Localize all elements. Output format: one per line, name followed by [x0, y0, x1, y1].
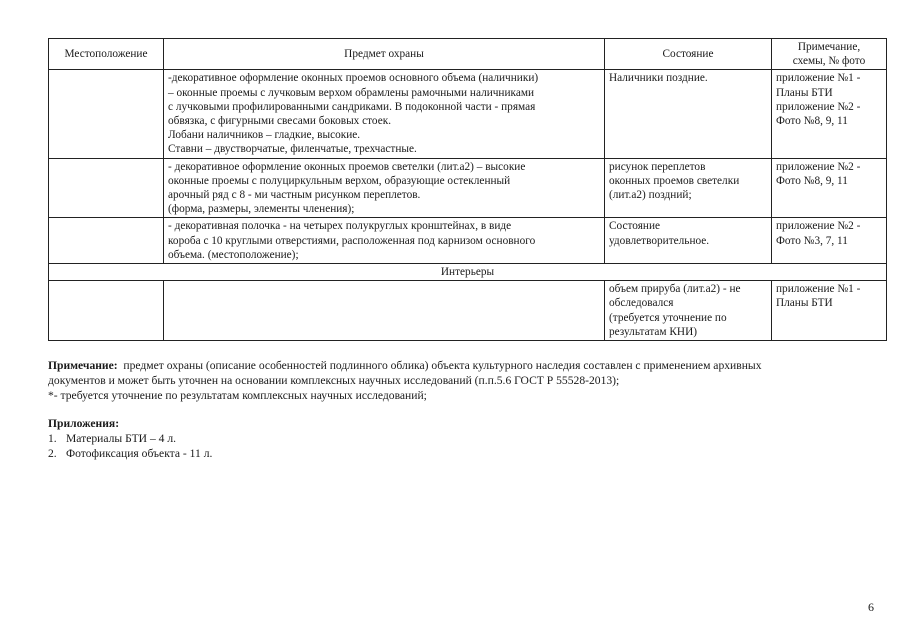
- note-line: приложение №1 -: [776, 283, 861, 296]
- cell-note: [772, 70, 887, 158]
- protection-subject-table: [48, 38, 887, 341]
- cell-state: [605, 70, 772, 158]
- section-title: Интерьеры: [49, 264, 887, 281]
- subject-line: арочный ряд с 8 - ми частным рисунком переплетов.: [168, 189, 421, 202]
- footnote-line: [48, 358, 888, 373]
- state-line: Состояние: [609, 220, 661, 233]
- state-line: обследовался: [609, 297, 674, 310]
- cell-location: [49, 70, 164, 158]
- footnote-line: документов и может быть уточнен на основании комплексных научных исследований (п.п.5.6 ГОСТ Р 55528-2013);: [48, 374, 620, 387]
- appendix-item-number: 2.: [48, 447, 57, 460]
- table-row: [49, 281, 887, 341]
- note-line: приложение №2 -: [776, 160, 861, 173]
- subject-line: Лобани наличников – гладкие, высокие.: [168, 129, 361, 142]
- table-row: [49, 218, 887, 264]
- note-line: Фото №8, 9, 11: [776, 174, 848, 187]
- note-line: Фото №3, 7, 11: [776, 234, 848, 247]
- appendix-item: [48, 446, 648, 461]
- cell-state: [605, 158, 772, 218]
- appendix-item-number: 1.: [48, 432, 57, 445]
- note-line: приложение №2 -: [776, 100, 861, 113]
- subject-line: объема. (местоположение);: [168, 248, 299, 261]
- header-state: Состояние: [605, 39, 772, 70]
- subject-line: (форма, размеры, элементы членения);: [168, 203, 355, 216]
- note-line: Фото №8, 9, 11: [776, 115, 848, 128]
- table-row: [49, 70, 887, 158]
- cell-state: [605, 281, 772, 341]
- appendix-item-text: Материалы БТИ – 4 л.: [66, 432, 177, 445]
- table-row: [49, 158, 887, 218]
- note-line: приложение №1 -: [776, 72, 861, 85]
- header-location: Местоположение: [49, 39, 164, 70]
- subject-line: – оконные проемы с лучковым верхом обрамлены рамочными наличниками: [168, 86, 535, 99]
- section-header-row: [49, 264, 887, 281]
- subject-line: оконные проемы с полуциркульным верхом, образующие остекленный: [168, 174, 511, 187]
- state-line: рисунок переплетов: [609, 160, 706, 173]
- state-line: объем прируба (лит.а2) - не: [609, 283, 741, 296]
- state-line: Наличники поздние.: [609, 72, 708, 85]
- footnote-line: *- требуется уточнение по результатам комплексных научных исследований;: [48, 389, 427, 402]
- appendix-title: Приложения:: [48, 417, 120, 430]
- subject-line: Ставни – двустворчатые, филенчатые, трехчастные.: [168, 143, 417, 156]
- appendix-item: [48, 431, 648, 446]
- page-number: 6: [868, 600, 874, 614]
- state-line: результатам КНИ): [609, 325, 698, 338]
- cell-state: [605, 218, 772, 264]
- header-subject: Предмет охраны: [164, 39, 605, 70]
- cell-subject: [164, 281, 605, 341]
- subject-line: обвязка, с фигурными свесами боковых стоек.: [168, 115, 392, 128]
- header-note: [772, 39, 887, 70]
- note-line: приложение №2 -: [776, 220, 861, 233]
- note-line: Планы БТИ: [776, 86, 833, 99]
- subject-line: -декоративное оформление оконных проемов основного объема (наличники): [168, 72, 539, 85]
- cell-note: [772, 158, 887, 218]
- cell-subject: [164, 70, 605, 158]
- header-note-line: схемы, № фото: [792, 55, 866, 68]
- state-line: оконных проемов светелки: [609, 174, 740, 187]
- appendix-block: [48, 416, 648, 461]
- state-line: (лит.а2) поздний;: [609, 189, 692, 202]
- state-line: удовлетворительное.: [609, 234, 710, 247]
- cell-note: [772, 218, 887, 264]
- footnote-block: [48, 358, 888, 403]
- table-header-row: [49, 39, 887, 70]
- cell-note: [772, 281, 887, 341]
- appendix-item-text: Фотофиксация объекта - 11 л.: [66, 447, 213, 460]
- state-line: (требуется уточнение по: [609, 311, 727, 324]
- cell-subject: [164, 218, 605, 264]
- cell-location: [49, 281, 164, 341]
- subject-line: - декоративная полочка - на четырех полукруглых кронштейнах, в виде: [168, 220, 512, 233]
- subject-line: - декоративное оформление оконных проемов светелки (лит.а2) – высокие: [168, 160, 526, 173]
- subject-line: с лучковыми профилированными сандриками. В подоконной части - прямая: [168, 100, 536, 113]
- footnote-label: Примечание:: [48, 359, 118, 372]
- cell-location: [49, 218, 164, 264]
- cell-location: [49, 158, 164, 218]
- cell-subject: [164, 158, 605, 218]
- note-line: Планы БТИ: [776, 297, 833, 310]
- subject-line: короба с 10 круглыми отверстиями, расположенная под карнизом основного: [168, 234, 536, 247]
- footnote-text: предмет охраны (описание особенностей подлинного облика) объекта культурного наследия составлен с применением архивных: [117, 359, 762, 372]
- header-note-line: Примечание,: [797, 41, 861, 53]
